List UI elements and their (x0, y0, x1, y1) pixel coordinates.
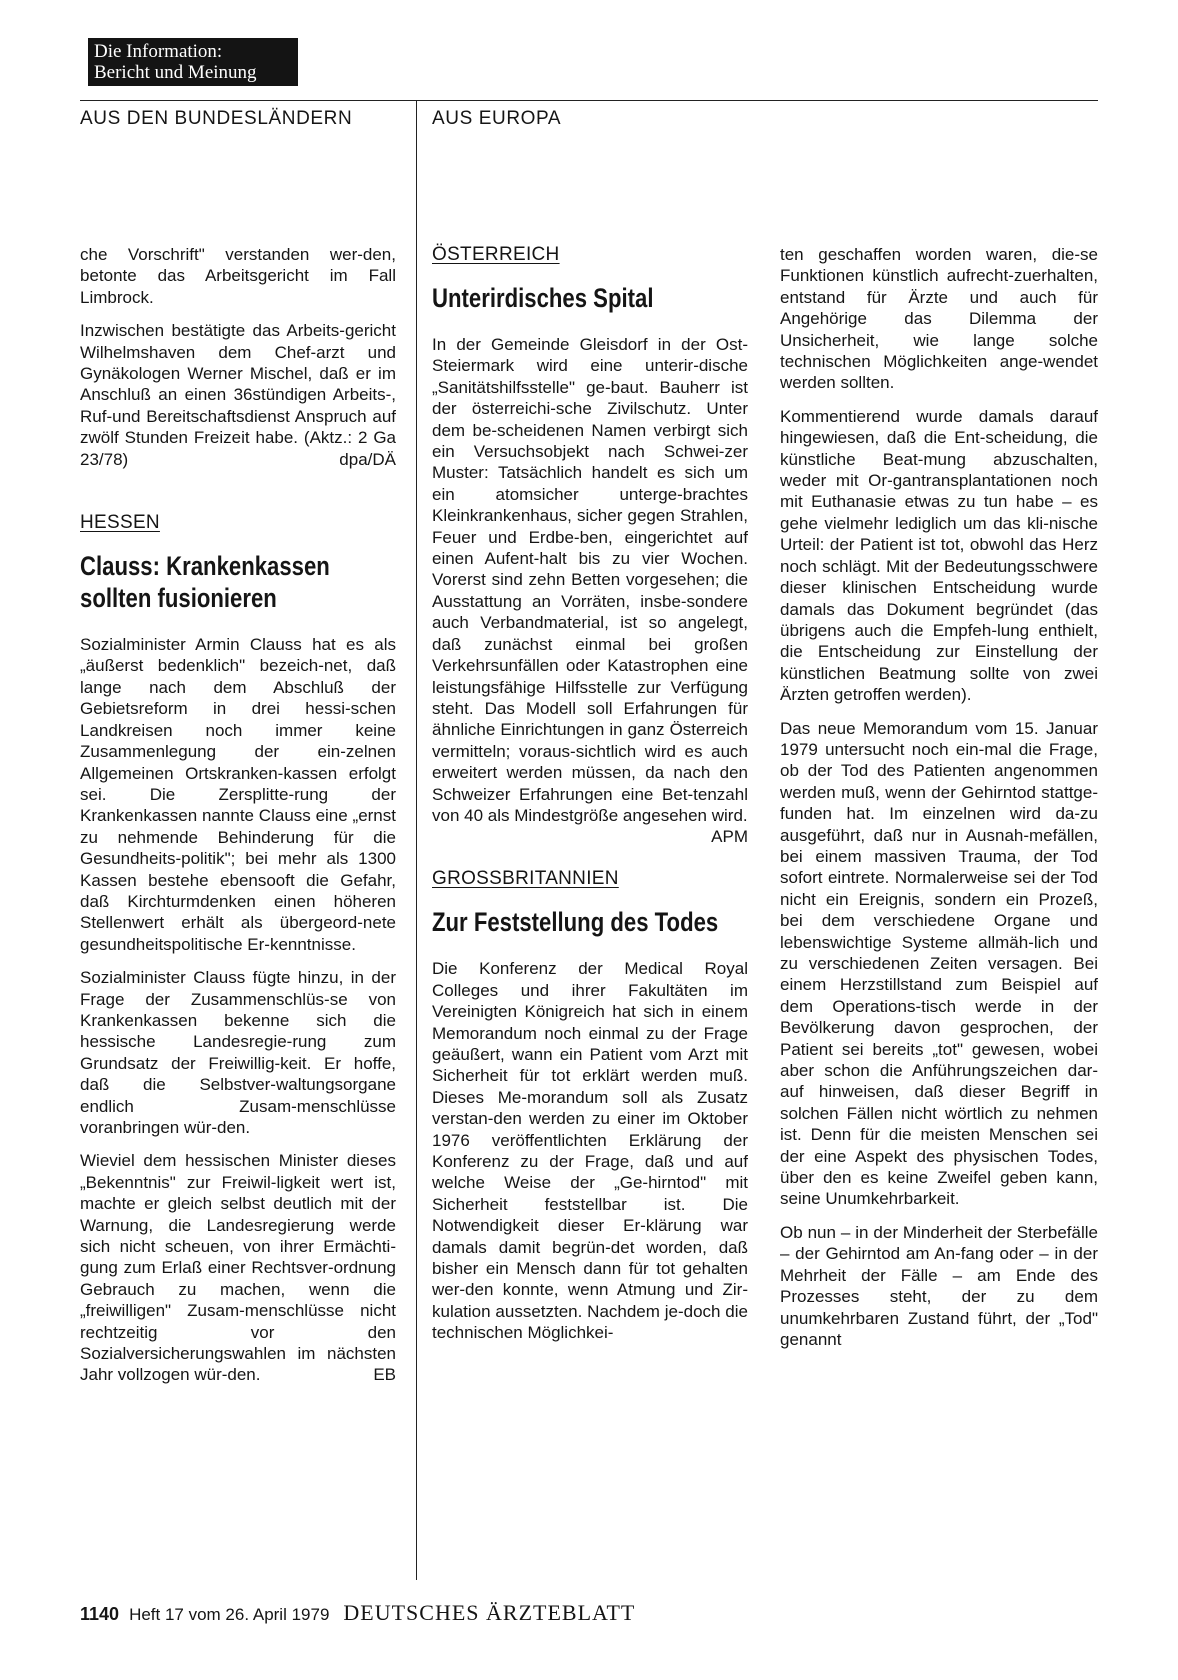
paragraph: Kommentierend wurde damals darauf hingewiesen, daß die Ent-scheidung, die künstliche Beat-mung abzuschalten, weder mit Or-gantransplantationen noch mit Euthanasie etwas zu tun habe – es gehe vielmehr lediglich um das kli-nische Urteil: der Patient ist tot, obwohl das Herz noch schlägt. Mit der Bedeutungsschwere dieser klinischen Entscheidung wurde damals das Dokument begründet (das übrigens auch die Empfeh-lung enthielt, die Entscheidung zur Einstellung der künstlichen Beatmung sollte von zwei Ärzten getroffen werden). (780, 406, 1098, 705)
paragraph-text: Wieviel dem hessischen Minister dieses „Bekenntnis" zur Freiwil-ligkeit wert ist, machte er gleich selbst deutlich mit der Warnung, die Landesregierung werde sich nicht scheuen, von ihrer Ermächti-gung zum Erlaß einer Rechtsver-ordnung Gebrauch zu machen, wenn die „freiwilligen" Zusam-menschlüsse nicht rechtzeitig vor den Sozialversicherungswahlen im nächsten Jahr vollzogen wür-den. (80, 1151, 396, 1385)
column-divider (416, 100, 417, 1580)
paragraph (80, 320, 396, 470)
paragraph: che Vorschrift" verstanden wer-den, betonte das Arbeitsgericht im Fall Limbrock. (80, 245, 396, 307)
masthead-label (88, 38, 298, 86)
paragraph: Sozialminister Armin Clauss hat es als „äußerst bedenklich" bezeich-net, daß lange nach dem Abschluß der Gebietsreform in drei hessi-schen Landkreisen noch immer keine Zusammenlegung der ein-zelnen Allgemeinen Ortskranken-kassen erfolgt sei. Die Zersplitte-rung der Krankenkassen nannte Clauss eine „ernst zu nehmende Behinderung für die Gesundheits-politik"; bei mehr als 1300 Kassen bestehe ebensooft die Gefahr, daß Kirchturmdenken einen höheren Stellenwert erhält als übergeord-nete gesundheitspolitische Er-kenntnisse. (80, 635, 396, 954)
paragraph: Die Konferenz der Medical Royal Colleges und ihrer Fakultäten im Vereinigten Königreich hat sich in einem Memorandum noch einmal zu der Frage geäußert, wann ein Patient vom Arzt mit Sicherheit für tot erklärt werden muß. Dieses Me-morandum soll als Zusatz verstan-den werden zu einer im Oktober 1976 veröffentlichten Erklärung der Konferenz zu der Frage, daß und auf welche Weise der „Ge-hirntod" mit Sicherheit feststellbar ist. Die Notwendigkeit dieser Er-klärung war damals damit begrün-det worden, daß bisher ein Mensch dann für tot gehalten wer-den konnte, wenn Atmung und Zir-kulation aussetzten. Nachdem je-doch die technischen Möglichkei- (432, 959, 748, 1343)
column-1 (80, 244, 396, 1398)
article-headline: Clauss: Krankenkassen sollten fusionieren (80, 551, 330, 614)
paragraph (80, 1150, 396, 1385)
masthead-line-2: Bericht und Meinung (94, 62, 257, 83)
masthead-line-1: Die Information: (94, 41, 223, 62)
region-label-grossbritannien: GROSSBRITANNIEN (432, 868, 619, 890)
section-title-europa: AUS EUROPA (432, 108, 562, 129)
paragraph (432, 334, 748, 847)
author-signature: APM (711, 827, 748, 847)
region-label-oesterreich: ÖSTERREICH (432, 244, 560, 265)
paragraph: ten geschaffen worden waren, die-se Funktionen künstlich aufrecht-zuerhalten, entstand für Ärzte und auch für Angehörige das Dilemma der Unsicherheit, wie lange solche technischen Möglichkeiten ange-wendet werden sollten. (780, 245, 1098, 393)
region-label-hessen: HESSEN (80, 512, 160, 534)
paragraph-text: In der Gemeinde Gleisdorf in der Ost-Steiermark wird eine unterir-dische „Sanitätshilfsstelle" ge-baut. Bauherr ist der österreichi-sche Zivilschutz. Unter dem be-scheidenen Namen verbirgt sich ein Versuchsobjekt nach Schwei-zer Muster: Tatsächlich handelt es sich um ein atomsicher unterge-brachtes Kleinkrankenhaus, sicher gegen Strahlen, Feuer und Erdbe-ben, eingerichtet auf einen Aufent-halt bis zu vier Wochen. Vorerst sind zehn Betten vorgesehen; die Ausstattung an Vorräten, insbe-sondere auch Verbandmaterial, ist so angelegt, daß zunächst einmal bei großen Verkehrsunfällen oder Katastrophen eine leistungsfähige Hilfsstelle zur Verfügung steht. Das Modell soll Erfahrungen für ähnliche Einrichtungen in ganz Österreich vermitteln; voraus-sichtlich wird es auch erweitert werden müssen, da nach den Schweizer Erfahrungen eine Bet-tenzahl von 40 als Mindestgröße angesehen wird. (432, 335, 748, 825)
paragraph: Sozialminister Clauss fügte hinzu, in der Frage der Zusammenschlüs-se von Krankenkassen bekenne sich die hessische Landesregie-rung zum Grundsatz der Freiwillig-keit. Er hoffe, daß die Selbstver-waltungsorgane endlich Zusam-menschlüsse voranbringen wür-den. (80, 968, 396, 1137)
journal-name: DEUTSCHES ÄRZTEBLATT (343, 1600, 636, 1625)
page-number: 1140 (80, 1604, 120, 1624)
article-headline: Zur Feststellung des Todes (432, 907, 719, 938)
page-footer (80, 1600, 635, 1626)
paragraph-text: Inzwischen bestätigte das Arbeits-gericht Wilhelmshaven dem Chef-arzt und Gynäkologen Werner Mischel, daß er im Anschluß an einen 36stündigen Arbeits-, Ruf-und Bereitschaftsdienst Anspruch auf zwölf Stunden Freizeit habe. (Aktz.: 2 Ga 23/78) (80, 321, 396, 469)
article-headline: Unterirdisches Spital (432, 283, 654, 313)
paragraph: Das neue Memorandum vom 15. Januar 1979 untersucht noch ein-mal die Frage, ob der Tod des Patienten angenommen werden muß, wenn der Gehirntod stattge-funden hat. Im einzelnen wird da-zu ausgeführt, daß nur in Ausnah-mefällen, bei einem massiven Trauma, der Tod sofort eintrete. Normalerweise sei der Tod nicht ein Ereignis, sondern ein Prozeß, bei dem verschiedene Organe und lebenswichtige Systeme allmäh-lich und zu verschiedenen Zeiten versagen. Bei einem Herzstillstand zum Beispiel auf dem Operations-tisch werde in der Bevölkerung davon gesprochen, der Patient sei bereits „tot" gewesen, wobei aber schon die Anführungszeichen dar-auf hinweisen, daß dieser Begriff in solchen Fällen nicht wörtlich zu nehmen ist. Denn für die meisten Menschen sei der eine Aspekt des physischen Todes, über den es keine Zweifel geben kann, seine Unumkehrbarkeit. (780, 718, 1098, 1209)
paragraph: Ob nun – in der Minderheit der Sterbefälle – der Gehirntod am An-fang oder – in der Mehrheit der Fälle – am Ende des Prozesses steht, der zu dem unumkehrbaren Zustand führt, der „Tod" genannt (780, 1222, 1098, 1349)
header-rule (80, 100, 1098, 101)
column-2 (432, 244, 748, 1356)
column-3 (780, 244, 1098, 1362)
section-title-bundeslaender: AUS DEN BUNDESLÄNDERN (80, 108, 353, 129)
issue-info: Heft 17 vom 26. April 1979 (129, 1605, 330, 1624)
author-signature: EB (373, 1365, 396, 1385)
author-signature: dpa/DÄ (339, 449, 396, 469)
